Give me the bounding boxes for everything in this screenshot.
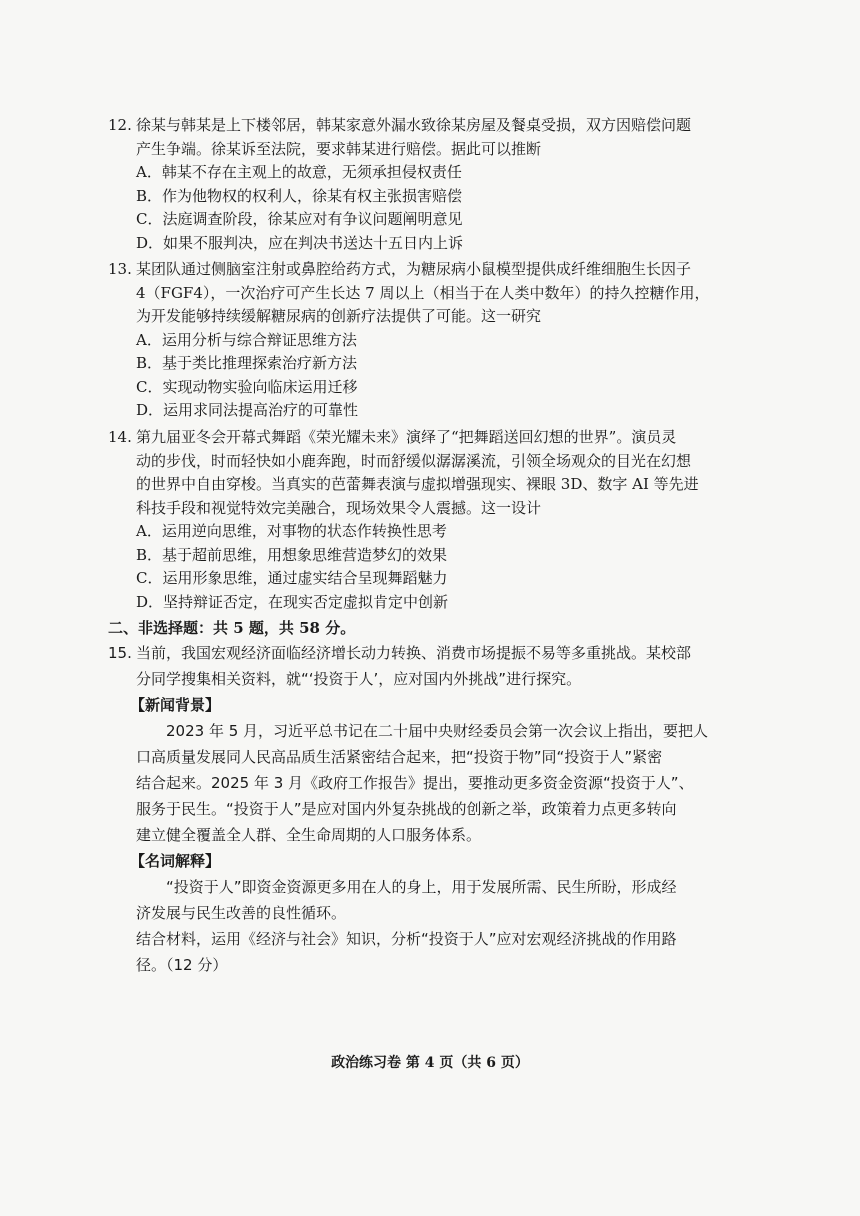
question-stem: 第九届亚冬会开幕式舞蹈《荣光耀未来》演绎了“把舞蹈送回幻想的世界”。演员灵 [136, 428, 677, 446]
option-d: D．如果不服判决，应在判决书送达十五日内上诉 [136, 233, 464, 252]
option-d: D．运用求同法提高治疗的可靠性 [136, 401, 359, 419]
question-number: 13. [108, 260, 132, 278]
question-stem: 动的步伐，时而轻快如小鹿奔跑，时而舒缓似潺潺溪流，引领全场观众的目光在幻想 [136, 451, 692, 470]
option-a: A．韩某不存在主观上的故意，无须承担侵权责任 [136, 163, 462, 181]
option-a: A．运用分析与综合辩证思维方法 [136, 330, 357, 349]
question-stem: 4（FGF4），一次治疗可产生长达 7 周以上（相当于在人类中数年）的持久控糖作用， [136, 283, 710, 302]
material-paragraph: 结合起来。2025 年 3 月《政府工作报告》提出，要推动更多资金资源“投资于人”、 [136, 774, 694, 792]
question-stem: 当前，我国宏观经济面临经济增长动力转换、消费市场提振不易等多重挑战。某校部 [136, 644, 692, 662]
question-stem: 的世界中自由穿梭。当真实的芭蕾舞表演与虚拟增强现实、裸眼 3D、数字 AI 等先进 [136, 475, 699, 493]
question-stem: 为开发能够持续缓解糖尿病的创新疗法提供了可能。这一研究 [136, 307, 542, 325]
material-paragraph: 济发展与民生改善的良性循环。 [136, 904, 347, 922]
option-c: C．运用形象思维，通过虚实结合呈现舞蹈魅力 [136, 569, 448, 587]
material-paragraph: “投资于人”即资金资源更多用在人的身上，用于发展所需、民生所盼，形成经 [166, 878, 677, 896]
option-b: B．作为他物权的权利人，徐某有权主张损害赔偿 [136, 186, 463, 205]
question-stem: 科技手段和视觉特效完美融合，现场效果令人震撼。这一设计 [136, 498, 542, 517]
question-14 [108, 426, 808, 614]
option-d: D．坚持辩证否定，在现实否定虚拟肯定中创新 [136, 592, 449, 611]
task-instruction: 结合材料，运用《经济与社会》知识，分析“投资于人”应对宏观经济挑战的作用路 [136, 930, 677, 948]
task-instruction: 径。（12 分） [136, 956, 228, 974]
page-footer: 政治练习卷 第 4 页（共 6 页） [331, 1055, 529, 1071]
material-paragraph: 口高质量发展同人民高品质生活紧密结合起来，把“投资于物”同“投资于人”紧密 [136, 748, 663, 766]
term-explanation-tag: 【名词解释】 [130, 852, 221, 870]
question-stem: 产生争端。徐某诉至法院，要求韩某进行赔偿。据此可以推断 [136, 139, 542, 158]
question-13 [108, 258, 808, 423]
section-heading: 二、非选择题：共 5 题，共 58 分。 [108, 619, 356, 637]
question-stem: 徐某与韩某是上下楼邻居，韩某家意外漏水致徐某房屋及餐桌受损，双方因赔偿问题 [136, 116, 692, 134]
question-12 [108, 114, 808, 255]
option-b: B．基于类比推理探索治疗新方法 [136, 354, 358, 372]
question-number: 14. [108, 428, 132, 446]
option-b: B．基于超前思维，用想象思维营造梦幻的效果 [136, 545, 448, 564]
question-15 [108, 640, 808, 978]
option-a: A．运用逆向思维，对事物的状态作转换性思考 [136, 522, 447, 540]
question-number: 15. [108, 644, 132, 662]
question-number: 12. [108, 116, 132, 134]
news-background-tag: 【新闻背景】 [130, 696, 221, 714]
material-paragraph: 2023 年 5 月，习近平总书记在二十届中央财经委员会第一次会议上指出，要把人 [166, 722, 709, 740]
option-c: C．实现动物实验向临床运用迁移 [136, 377, 358, 396]
option-c: C．法庭调查阶段，徐某应对有争议问题阐明意见 [136, 210, 463, 228]
material-paragraph: 建立健全覆盖全人群、全生命周期的人口服务体系。 [136, 826, 482, 844]
question-stem: 分同学搜集相关资料，就“‘投资于人’，应对国内外挑战”进行探究。 [136, 670, 582, 688]
material-paragraph: 服务于民生。“投资于人”是应对国内外复杂挑战的创新之举，政策着力点更多转向 [136, 800, 677, 818]
question-stem: 某团队通过侧脑室注射或鼻腔给药方式，为糖尿病小鼠模型提供成纤维细胞生长因子 [136, 260, 692, 278]
